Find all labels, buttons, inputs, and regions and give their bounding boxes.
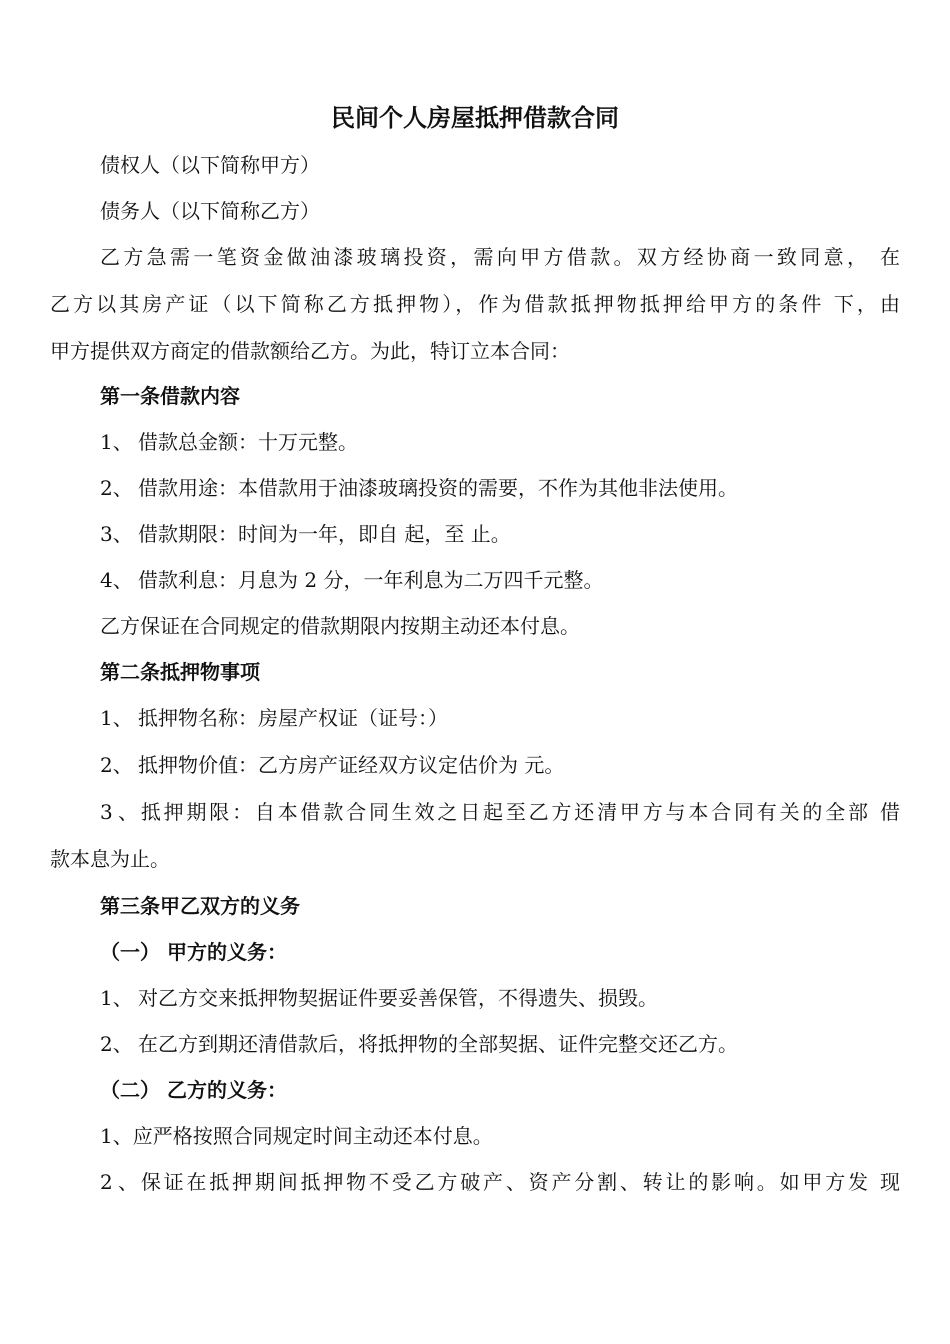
item-text: 借款总金额：十万元整。	[138, 430, 358, 454]
item-number: 2、	[100, 753, 133, 777]
article-3-heading: 第三条甲乙双方的义务	[100, 894, 300, 918]
document-title: 民间个人房屋抵押借款合同	[331, 104, 619, 132]
item-text: 应严格按照合同规定时间主动还本付息。	[132, 1124, 493, 1148]
article-2-item	[100, 750, 900, 780]
item-number: 4、	[100, 568, 133, 592]
party-a-item	[100, 983, 900, 1013]
item-text: 抵押物名称：房屋产权证（证号：）	[138, 706, 448, 730]
item-number: 2、	[100, 1032, 133, 1056]
intro-line-3: 甲方提供双方商定的借款额给乙方。为此，特订立本合同：	[50, 339, 570, 363]
article-2-item	[100, 703, 900, 733]
intro-line-1: 乙方急需一笔资金做油漆玻璃投资，需向甲方借款。双方经协商一致同意， 在	[100, 245, 900, 269]
article-1-item	[100, 519, 900, 549]
article-2-item	[100, 797, 900, 827]
article-1-item	[100, 565, 900, 595]
party-b-heading: （二） 乙方的义务：	[100, 1078, 287, 1102]
article-1-note: 乙方保证在合同规定的借款期限内按期主动还本付息。	[100, 614, 580, 638]
party-a-item	[100, 1029, 900, 1059]
article-1-item	[100, 427, 900, 457]
item-text: 借款用途：本借款用于油漆玻璃投资的需要，不作为其他非法使用。	[138, 476, 738, 500]
article-2-heading: 第二条抵押物事项	[100, 660, 260, 684]
item-number: 1、	[100, 1124, 133, 1148]
item-number: 3、	[100, 522, 133, 546]
item-text: 在乙方到期还清借款后，将抵押物的全部契据、证件完整交还乙方。	[138, 1032, 738, 1056]
item-number: 2、	[100, 1170, 138, 1194]
article-1-heading: 第一条借款内容	[100, 384, 240, 408]
item-number: 1、	[100, 706, 133, 730]
party-b-item	[100, 1121, 900, 1151]
item-number: 2、	[100, 476, 133, 500]
article-2-item-3-continuation: 款本息为止。	[50, 847, 170, 871]
item-text: 抵押物价值：乙方房产证经双方议定估价为 元。	[138, 753, 565, 777]
item-text: 抵押期限：自本借款合同生效之日起至乙方还清甲方与本合同有关的全部 借	[138, 800, 900, 824]
article-1-item	[100, 473, 900, 503]
creditor-line: 债权人（以下简称甲方）	[100, 153, 320, 177]
party-a-heading: （一） 甲方的义务：	[100, 940, 287, 964]
intro-line-2: 乙方以其房产证（以下简称乙方抵押物），作为借款抵押物抵押给甲方的条件 下，由	[50, 292, 900, 316]
item-text: 保证在抵押期间抵押物不受乙方破产、资产分割、转让的影响。如甲方发 现	[138, 1170, 900, 1194]
party-b-item	[100, 1167, 900, 1197]
item-text: 借款期限：时间为一年，即自 起，至 止。	[138, 522, 511, 546]
item-text: 对乙方交来抵押物契据证件要妥善保管，不得遗失、损毁。	[138, 986, 658, 1010]
item-text: 借款利息：月息为 2 分，一年利息为二万四千元整。	[138, 568, 604, 592]
item-number: 3、	[100, 800, 138, 824]
item-number: 1、	[100, 430, 133, 454]
item-number: 1、	[100, 986, 133, 1010]
debtor-line: 债务人（以下简称乙方）	[100, 199, 320, 223]
